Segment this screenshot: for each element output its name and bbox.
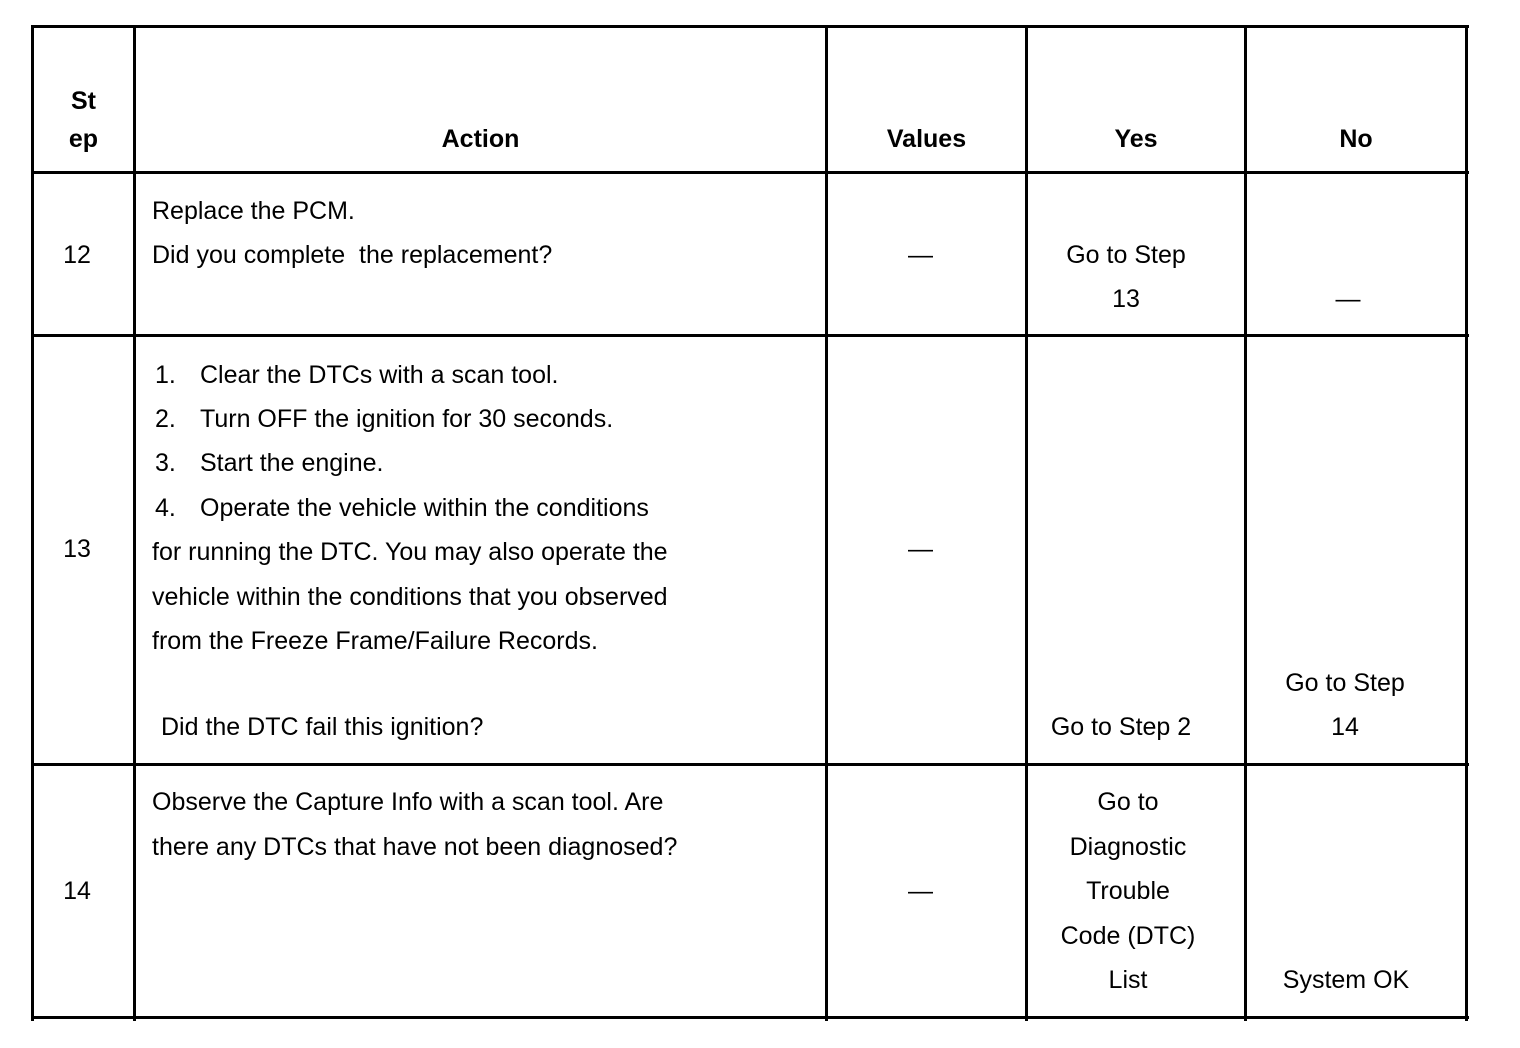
row14-action-line1: Observe the Capture Info with a scan tool. Are xyxy=(152,788,664,816)
row14-action-line2: there any DTCs that have not been diagnosed? xyxy=(152,833,678,861)
column-divider-action xyxy=(825,25,828,1021)
header-action: Action xyxy=(441,125,520,153)
row13-list-num-3: 3. xyxy=(155,449,176,477)
row13-no-line2: 14 xyxy=(1331,713,1359,741)
table-border-top xyxy=(31,25,1469,28)
row14-yes-line4: Code (DTC) xyxy=(1060,922,1196,950)
row13-action-cont-line3: from the Freeze Frame/Failure Records. xyxy=(152,627,598,655)
row14-values: — xyxy=(908,877,933,905)
row13-action-cont-line2: vehicle within the conditions that you observed xyxy=(152,583,668,611)
row13-list-text-3: Start the engine. xyxy=(200,449,384,477)
header-yes: Yes xyxy=(1114,125,1158,153)
row12-step: 12 xyxy=(63,241,91,269)
row14-yes-line1: Go to xyxy=(1097,788,1159,816)
row12-values: — xyxy=(908,241,933,269)
row13-no-line1: Go to Step xyxy=(1285,669,1405,697)
column-divider-yes xyxy=(1244,25,1247,1021)
header-step-line1: St xyxy=(71,87,96,115)
row-divider-header xyxy=(31,171,1469,174)
column-divider-values xyxy=(1025,25,1028,1021)
row14-no: System OK xyxy=(1282,966,1410,994)
row14-yes-line2: Diagnostic xyxy=(1069,833,1187,861)
row12-action-line1: Replace the PCM. xyxy=(152,197,355,225)
column-divider-step xyxy=(133,25,136,1021)
row12-action-line2: Did you complete the replacement? xyxy=(152,241,553,269)
row13-list-text-1: Clear the DTCs with a scan tool. xyxy=(200,361,559,389)
row13-action-question: Did the DTC fail this ignition? xyxy=(161,713,484,741)
row13-list-num-2: 2. xyxy=(155,405,176,433)
header-step-line2: ep xyxy=(68,125,99,153)
header-values: Values xyxy=(886,125,967,153)
row13-list-text-2: Turn OFF the ignition for 30 seconds. xyxy=(200,405,614,433)
row13-action-cont-line1: for running the DTC. You may also operate the xyxy=(152,538,668,566)
row14-step: 14 xyxy=(63,877,91,905)
row14-yes-line5: List xyxy=(1108,966,1148,994)
row14-yes-line3: Trouble xyxy=(1086,877,1170,905)
table-border-left xyxy=(31,25,34,1021)
row13-list-num-1: 1. xyxy=(155,361,176,389)
row12-yes-line2: 13 xyxy=(1112,285,1140,313)
row13-values: — xyxy=(908,535,933,563)
row12-no: — xyxy=(1335,285,1361,313)
row13-list-text-4: Operate the vehicle within the conditions xyxy=(200,494,649,522)
row12-yes-line1: Go to Step xyxy=(1066,241,1186,269)
row13-list-num-4: 4. xyxy=(155,494,176,522)
row-divider-12 xyxy=(31,334,1469,337)
table-border-bottom xyxy=(31,1016,1469,1019)
header-no: No xyxy=(1339,125,1373,153)
row13-step: 13 xyxy=(63,535,91,563)
row-divider-13 xyxy=(31,763,1469,766)
row13-yes: Go to Step 2 xyxy=(1050,713,1192,741)
table-border-right xyxy=(1465,25,1468,1021)
